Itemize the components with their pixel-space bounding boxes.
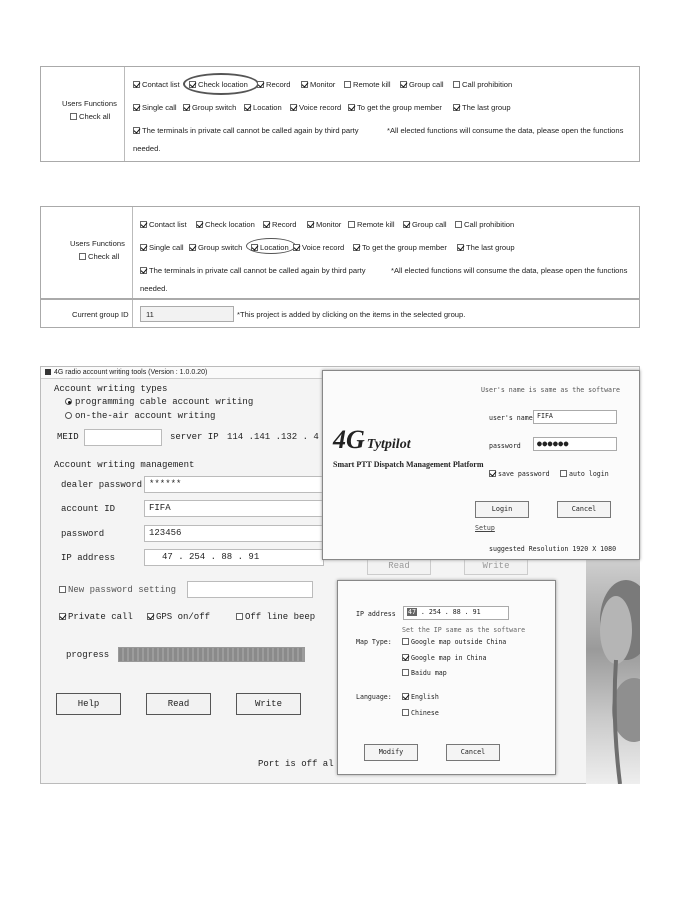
- opt-group-switch[interactable]: Group switch: [183, 103, 236, 112]
- checkbox-icon: [183, 104, 190, 111]
- opt-terminals-private[interactable]: The terminals in private call cannot be called again by third party: [140, 266, 366, 275]
- opt-voice-record[interactable]: Voice record: [290, 103, 341, 112]
- checkbox-icon: [307, 221, 314, 228]
- opt-terminals-private[interactable]: The terminals in private call cannot be called again by third party: [133, 126, 359, 135]
- settings-cancel-button[interactable]: Cancel: [446, 744, 500, 761]
- radio-icon: [65, 412, 72, 419]
- current-group-label-cell: [41, 300, 133, 327]
- functions-note-cont: needed.: [133, 144, 161, 153]
- opt-location[interactable]: Location: [251, 243, 289, 252]
- opt-call-prohibition[interactable]: Call prohibition: [455, 220, 514, 229]
- map-baidu-checkbox[interactable]: Baidu map: [402, 669, 447, 677]
- opt-group-call[interactable]: Group call: [403, 220, 447, 229]
- opt-single-call[interactable]: Single call: [140, 243, 184, 252]
- write-button[interactable]: Write: [236, 693, 301, 715]
- opt-get-group-member[interactable]: To get the group member: [353, 243, 447, 252]
- checkbox-icon: [133, 104, 140, 111]
- current-group-label: Current group ID: [72, 310, 129, 319]
- ip-address-label: IP address: [61, 553, 116, 563]
- opt-last-group[interactable]: The last group: [457, 243, 515, 252]
- checkbox-icon: [59, 613, 66, 620]
- highlight-circle: [183, 73, 259, 95]
- logo-tagline: Smart PTT Dispatch Management Platform: [333, 460, 484, 469]
- ip-octet-3[interactable]: 88: [452, 608, 461, 616]
- checkbox-icon: [560, 470, 567, 477]
- meid-label: MEID: [57, 432, 79, 442]
- user-functions-panel-2: [40, 206, 640, 299]
- checkbox-icon: [140, 221, 147, 228]
- checkbox-icon: [402, 693, 409, 700]
- functions-note-cont: needed.: [140, 284, 168, 293]
- private-call-checkbox[interactable]: Private call: [59, 612, 133, 622]
- functions-note: *All elected functions will consume the data, please open the functions: [391, 266, 628, 275]
- panel-1-left-column: [41, 67, 125, 161]
- functions-note: *All elected functions will consume the data, please open the functions: [387, 126, 624, 135]
- map-in-china-checkbox[interactable]: Google map in China: [402, 654, 486, 662]
- checkbox-icon: [453, 81, 460, 88]
- checkbox-icon: [353, 244, 360, 251]
- checkbox-icon: [301, 81, 308, 88]
- login-button[interactable]: Login: [475, 501, 529, 518]
- panel-2-left-column: [41, 207, 133, 298]
- port-status: Port is off al: [258, 759, 334, 769]
- users-functions-label: Users Functions: [70, 239, 125, 248]
- login-dialog: [322, 370, 640, 560]
- opt-location[interactable]: Location: [244, 103, 282, 112]
- checkbox-icon: [348, 221, 355, 228]
- tulip-image: [586, 560, 640, 784]
- opt-remote-kill[interactable]: Remote kill: [348, 220, 395, 229]
- read-button-ghost[interactable]: Read: [367, 557, 431, 575]
- checkbox-icon: [70, 113, 77, 120]
- checkbox-icon: [400, 81, 407, 88]
- opt-voice-record[interactable]: Voice record: [293, 243, 344, 252]
- server-ip-value[interactable]: 114 .141 .132 . 4: [227, 432, 319, 442]
- setup-link[interactable]: Setup: [475, 524, 495, 532]
- write-button-ghost[interactable]: Write: [464, 557, 528, 575]
- auto-login-checkbox[interactable]: auto login: [560, 470, 609, 478]
- new-password-input[interactable]: [187, 581, 313, 598]
- opt-get-group-member[interactable]: To get the group member: [348, 103, 442, 112]
- opt-last-group[interactable]: The last group: [453, 103, 511, 112]
- checkbox-icon: [344, 81, 351, 88]
- checkbox-icon: [290, 104, 297, 111]
- login-hint: User's name is same as the software: [481, 386, 620, 394]
- radio-cable-writing[interactable]: programming cable account writing: [65, 397, 253, 407]
- username-label: user's name: [489, 414, 533, 422]
- checkbox-icon: [402, 654, 409, 661]
- opt-call-prohibition[interactable]: Call prohibition: [453, 80, 512, 89]
- progress-label: progress: [66, 650, 110, 660]
- checkbox-icon: [402, 638, 409, 645]
- lang-english-checkbox[interactable]: English: [402, 693, 439, 701]
- checkbox-icon: [453, 104, 460, 111]
- meid-input[interactable]: [84, 429, 162, 446]
- checkbox-icon: [293, 244, 300, 251]
- checkbox-icon: [133, 127, 140, 134]
- opt-record[interactable]: Record: [257, 80, 290, 89]
- username-input[interactable]: FIFA: [533, 410, 617, 424]
- language-label: Language:: [356, 693, 392, 701]
- settings-ip-label: IP address: [356, 610, 396, 618]
- checkbox-icon: [457, 244, 464, 251]
- check-all-checkbox[interactable]: Check all: [79, 252, 119, 261]
- progress-bar: [118, 647, 305, 662]
- tulip-background-image: [586, 560, 640, 784]
- logo-brand: Tytpilot: [366, 437, 411, 452]
- map-outside-china-checkbox[interactable]: Google map outside China: [402, 638, 506, 646]
- checkbox-icon: [263, 221, 270, 228]
- radio-icon: [65, 398, 72, 405]
- ip-address-input[interactable]: 47 . 254 . 88 . 91: [144, 549, 324, 566]
- checkbox-icon: [489, 470, 496, 477]
- new-password-checkbox[interactable]: New password setting: [59, 585, 176, 595]
- current-group-input[interactable]: 11: [140, 306, 234, 322]
- password-label: password: [61, 529, 105, 539]
- checkbox-icon: [59, 586, 66, 593]
- password-input[interactable]: 123456: [144, 525, 324, 542]
- save-password-checkbox[interactable]: save password: [489, 470, 550, 478]
- opt-record[interactable]: Record: [263, 220, 296, 229]
- settings-dialog: [337, 580, 556, 775]
- checkbox-icon: [402, 709, 409, 716]
- ip-octet-4[interactable]: 91: [472, 608, 481, 616]
- resolution-hint: suggested Resolution 1920 X 1080: [489, 545, 617, 553]
- opt-monitor[interactable]: Monitor: [301, 80, 335, 89]
- checkbox-icon: [133, 81, 140, 88]
- user-functions-panel-1: [40, 66, 640, 162]
- types-heading: Account writing types: [54, 384, 168, 394]
- help-button[interactable]: Help: [56, 693, 121, 715]
- dealer-password-label: dealer password: [61, 480, 143, 490]
- users-functions-label: Users Functions: [62, 99, 117, 108]
- checkbox-icon: [402, 669, 409, 676]
- opt-contact-list[interactable]: Contact list: [133, 80, 180, 89]
- settings-ip-input[interactable]: 47 . 254 . 88 . 91: [403, 606, 509, 620]
- opt-remote-kill[interactable]: Remote kill: [344, 80, 391, 89]
- mgmt-heading: Account writing management: [54, 460, 195, 470]
- progress-fill: [119, 648, 304, 661]
- current-group-note: *This project is added by clicking on the items in the selected group.: [237, 310, 466, 319]
- checkbox-icon: [189, 244, 196, 251]
- map-type-label: Map Type:: [356, 638, 392, 646]
- checkbox-icon: [79, 253, 86, 260]
- checkbox-icon: [236, 613, 243, 620]
- checkbox-icon: [348, 104, 355, 111]
- dealer-password-input[interactable]: ******: [144, 476, 324, 493]
- gps-checkbox[interactable]: GPS on/off: [147, 612, 210, 622]
- opt-check-location[interactable]: Check location: [189, 80, 248, 89]
- checkbox-icon: [140, 244, 147, 251]
- ip-octet-2[interactable]: 254: [428, 608, 441, 616]
- checkbox-icon: [140, 267, 147, 274]
- checkbox-icon: [455, 221, 462, 228]
- settings-ip-hint: Set the IP same as the software: [402, 626, 526, 634]
- opt-check-location[interactable]: Check location: [196, 220, 255, 229]
- checkbox-icon: [196, 221, 203, 228]
- checkbox-icon: [403, 221, 410, 228]
- offline-beep-checkbox[interactable]: Off line beep: [236, 612, 315, 622]
- check-all-checkbox[interactable]: Check all: [70, 112, 110, 121]
- opt-contact-list[interactable]: Contact list: [140, 220, 187, 229]
- opt-monitor[interactable]: Monitor: [307, 220, 341, 229]
- checkbox-icon: [147, 613, 154, 620]
- ip-octet-1[interactable]: 47: [408, 608, 416, 616]
- opt-single-call[interactable]: Single call: [133, 103, 177, 112]
- read-button[interactable]: Read: [146, 693, 211, 715]
- current-group-row: [40, 299, 640, 328]
- opt-group-call[interactable]: Group call: [400, 80, 444, 89]
- highlight-circle: [246, 238, 296, 254]
- account-id-label: account ID: [61, 504, 116, 514]
- radio-air-writing[interactable]: on-the-air account writing: [65, 411, 215, 421]
- checkbox-icon: [244, 104, 251, 111]
- lang-chinese-checkbox[interactable]: Chinese: [402, 709, 439, 717]
- server-ip-label: server IP: [170, 432, 219, 442]
- logo-4g: 4G Tytpilot: [333, 425, 411, 454]
- checkbox-icon: [257, 81, 264, 88]
- modify-button[interactable]: Modify: [364, 744, 418, 761]
- window-title: 4G radio account writing tools (Version : 1.0.0.20): [54, 369, 208, 376]
- password-label: password: [489, 442, 521, 450]
- account-id-input[interactable]: FIFA: [144, 500, 324, 517]
- opt-group-switch[interactable]: Group switch: [189, 243, 242, 252]
- cancel-button[interactable]: Cancel: [557, 501, 611, 518]
- password-input[interactable]: ●●●●●●: [533, 437, 617, 451]
- app-icon: [45, 369, 51, 375]
